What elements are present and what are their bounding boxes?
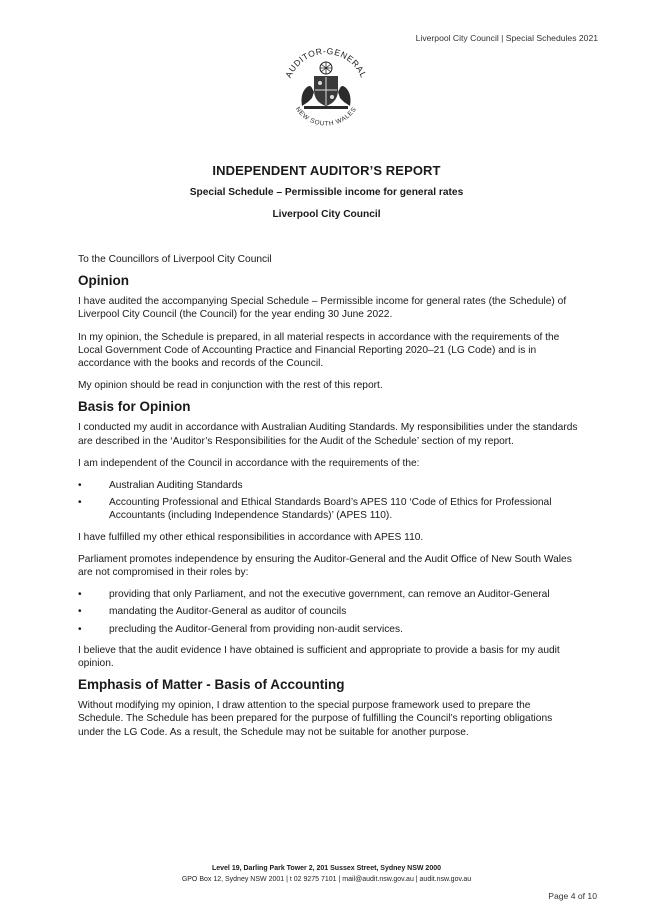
seal-bottom-text: NEW SOUTH WALES [293, 105, 359, 128]
bullet-icon: • [78, 589, 82, 601]
independence-list [78, 588, 578, 636]
report-title: INDEPENDENT AUDITOR’S REPORT [212, 163, 441, 178]
council-name: Liverpool City Council [272, 209, 381, 220]
coat-of-arms-icon [302, 62, 351, 109]
list-item: • Australian Auditing Standards [78, 480, 243, 492]
list-item: • providing that only Parliament, and not the executive government, can remove an Auditor-General [78, 589, 550, 601]
basis-paragraph: I am independent of the Council in accordance with the requirements of the: [78, 457, 420, 469]
bullet-icon: • [78, 623, 82, 635]
basis-paragraph: Parliament promotes independence by ensuring the Auditor-General and the Audit Office of New South Wales are not compromised in their roles by: [78, 553, 572, 579]
basis-paragraph: I believe that the audit evidence I have obtained is sufficient and appropriate to provide a basis for my audit opinion. [78, 644, 560, 670]
auditor-general-seal [274, 40, 378, 144]
list-item: • precluding the Auditor-General from providing non-audit services. [78, 623, 403, 635]
bullet-icon: • [78, 497, 82, 509]
report-body [78, 253, 578, 748]
opinion-heading: Opinion [78, 273, 129, 289]
opinion-paragraph: My opinion should be read in conjunction with the rest of this report. [78, 380, 383, 392]
emphasis-heading: Emphasis of Matter - Basis of Accounting [78, 677, 345, 693]
emphasis-paragraph: Without modifying my opinion, I draw attention to the special purpose framework used to prepare the Schedule. The Schedule has been prepared for the purpose of fulfilling the Council’s reporting obligations under the LG Code. As a result, the Schedule may not be suitable for another purpose. [78, 700, 553, 738]
basis-paragraph: I have fulfilled my other ethical responsibilities in accordance with APES 110. [78, 531, 424, 543]
bullet-icon: • [78, 606, 82, 618]
list-item: • Accounting Professional and Ethical Standards Board’s APES 110 ‘Code of Ethics for Professional Accountants (including Independence Standards)’ (APES 110). [78, 497, 552, 522]
standards-list [78, 479, 578, 523]
footer-address: Level 19, Darling Park Tower 2, 201 Sussex Street, Sydney NSW 2000 [211, 865, 442, 872]
basis-paragraph: I conducted my audit in accordance with Australian Auditing Standards. My responsibilities under the standards are described in the ‘Auditor’s Responsibilities for the Audit of the Schedule’ section of my report. [78, 422, 578, 447]
seal-top-text: AUDITOR-GENERAL [283, 45, 369, 80]
bullet-icon: • [78, 480, 82, 492]
opinion-paragraph: I have audited the accompanying Special Schedule – Permissible income for general rates (the Schedule) of Liverpool City Council (the Council) for the year ending 30 June 2022. [78, 296, 567, 321]
salutation: To the Councillors of Liverpool City Council [78, 254, 272, 265]
page-number: Page 4 of 10 [548, 891, 597, 901]
list-item: • mandating the Auditor-General as auditor of councils [78, 606, 347, 618]
report-subtitle: Special Schedule – Permissible income for general rates [189, 187, 464, 198]
basis-heading: Basis for Opinion [78, 399, 191, 415]
opinion-paragraph: In my opinion, the Schedule is prepared, in all material respects in accordance with the requirements of the Local Government Code of Accounting Practice and Financial Reporting 2020–21 (LG Code) and is in accordance with the books and records of the Council. [78, 331, 560, 370]
document-header-title: Liverpool City Council | Special Schedules 2021 [415, 33, 598, 43]
footer-contact: GPO Box 12, Sydney NSW 2001 | t 02 9275 7101 | mail@audit.nsw.gov.au | audit.nsw.gov.au [181, 876, 472, 883]
